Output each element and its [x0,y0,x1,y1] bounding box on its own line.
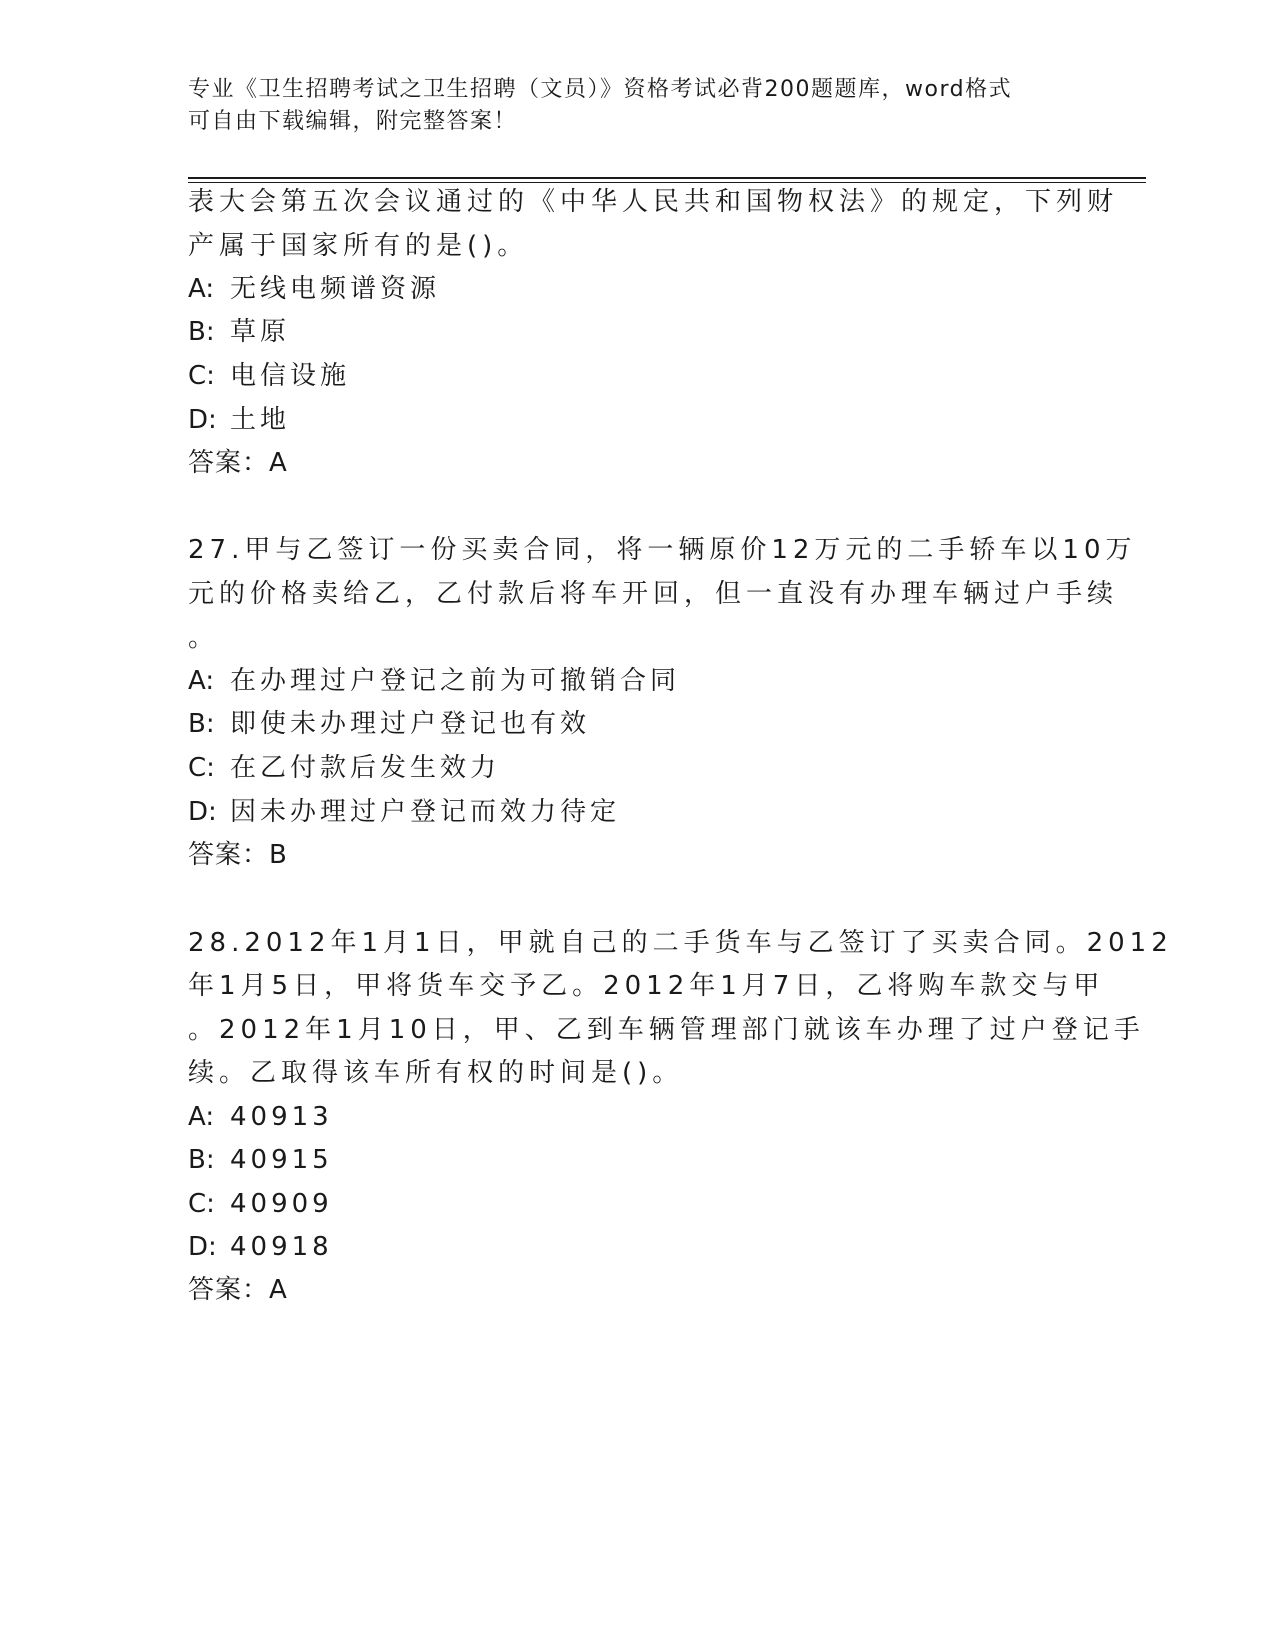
option-key: C: [188,753,215,783]
option-key: A: [188,666,215,696]
q26-option-a [188,271,440,307]
option-text: 无线电频谱资源 [230,274,441,304]
option-key: B: [188,709,215,739]
option-text: 40915 [230,1145,333,1175]
q28-option-a [188,1099,333,1135]
q28-option-d [188,1229,333,1265]
option-key: C: [188,1189,215,1219]
q27-stem-line-3: 。 [188,623,220,653]
option-key: A: [188,274,215,304]
option-text: 草原 [230,317,291,347]
q26-option-d [188,402,290,438]
q27-stem-line-2: 元的价格卖给乙，乙付款后将车开回，但一直没有办理车辆过户手续 [188,579,1119,609]
option-text: 即使未办理过户登记也有效 [230,709,591,739]
header-line-2: 可自由下载编辑，附完整答案！ [188,109,518,134]
option-key: A: [188,1102,215,1132]
option-key: C: [188,361,215,391]
header-rule-thick [188,177,1146,179]
option-text: 40918 [230,1232,333,1262]
q26-option-b [188,314,290,350]
option-key: B: [188,317,215,347]
option-key: D: [188,1232,217,1262]
q26-stem-line-2: 产属于国家所有的是()。 [188,231,529,261]
q28-option-b [188,1142,333,1178]
option-key: D: [188,405,217,435]
option-text: 土地 [230,405,291,435]
header-line-1: 专业《卫生招聘考试之卫生招聘（文员）》资格考试必背200题题库，word格式 [188,77,1013,102]
q26-answer: 答案：A [188,448,288,478]
q28-stem-line-3: 。2012年1月10日，甲、乙到车辆管理部门就该车办理了过户登记手 [188,1015,1145,1045]
option-key: B: [188,1145,215,1175]
q28-answer: 答案：A [188,1275,288,1305]
q26-stem-line-1: 表大会第五次会议通过的《中华人民共和国物权法》的规定，下列财 [188,187,1119,217]
q27-stem-line-1: 27.甲与乙签订一份买卖合同，将一辆原价12万元的二手轿车以10万 [188,535,1137,565]
option-text: 在办理过户登记之前为可撤销合同 [230,666,681,696]
q28-stem-line-1: 28.2012年1月1日，甲就自己的二手货车与乙签订了买卖合同。2012 [188,928,1173,958]
option-text: 因未办理过户登记而效力待定 [230,797,621,827]
option-text: 在乙付款后发生效力 [230,753,501,783]
q27-option-d [188,794,620,830]
page-header [188,74,1068,138]
option-text: 电信设施 [230,361,351,391]
option-text: 40913 [230,1102,333,1132]
q27-answer: 答案：B [188,840,288,870]
q27-option-a [188,663,680,699]
q27-option-b [188,706,590,742]
q28-stem-line-2: 年1月5日，甲将货车交予乙。2012年1月7日，乙将购车款交与甲 [188,971,1105,1001]
option-text: 40909 [230,1189,333,1219]
q28-stem-line-4: 续。乙取得该车所有权的时间是()。 [188,1058,684,1088]
q28-option-c [188,1186,333,1222]
q26-option-c [188,358,350,394]
header-rule-thin [188,182,1146,183]
q27-option-c [188,750,500,786]
option-key: D: [188,797,217,827]
